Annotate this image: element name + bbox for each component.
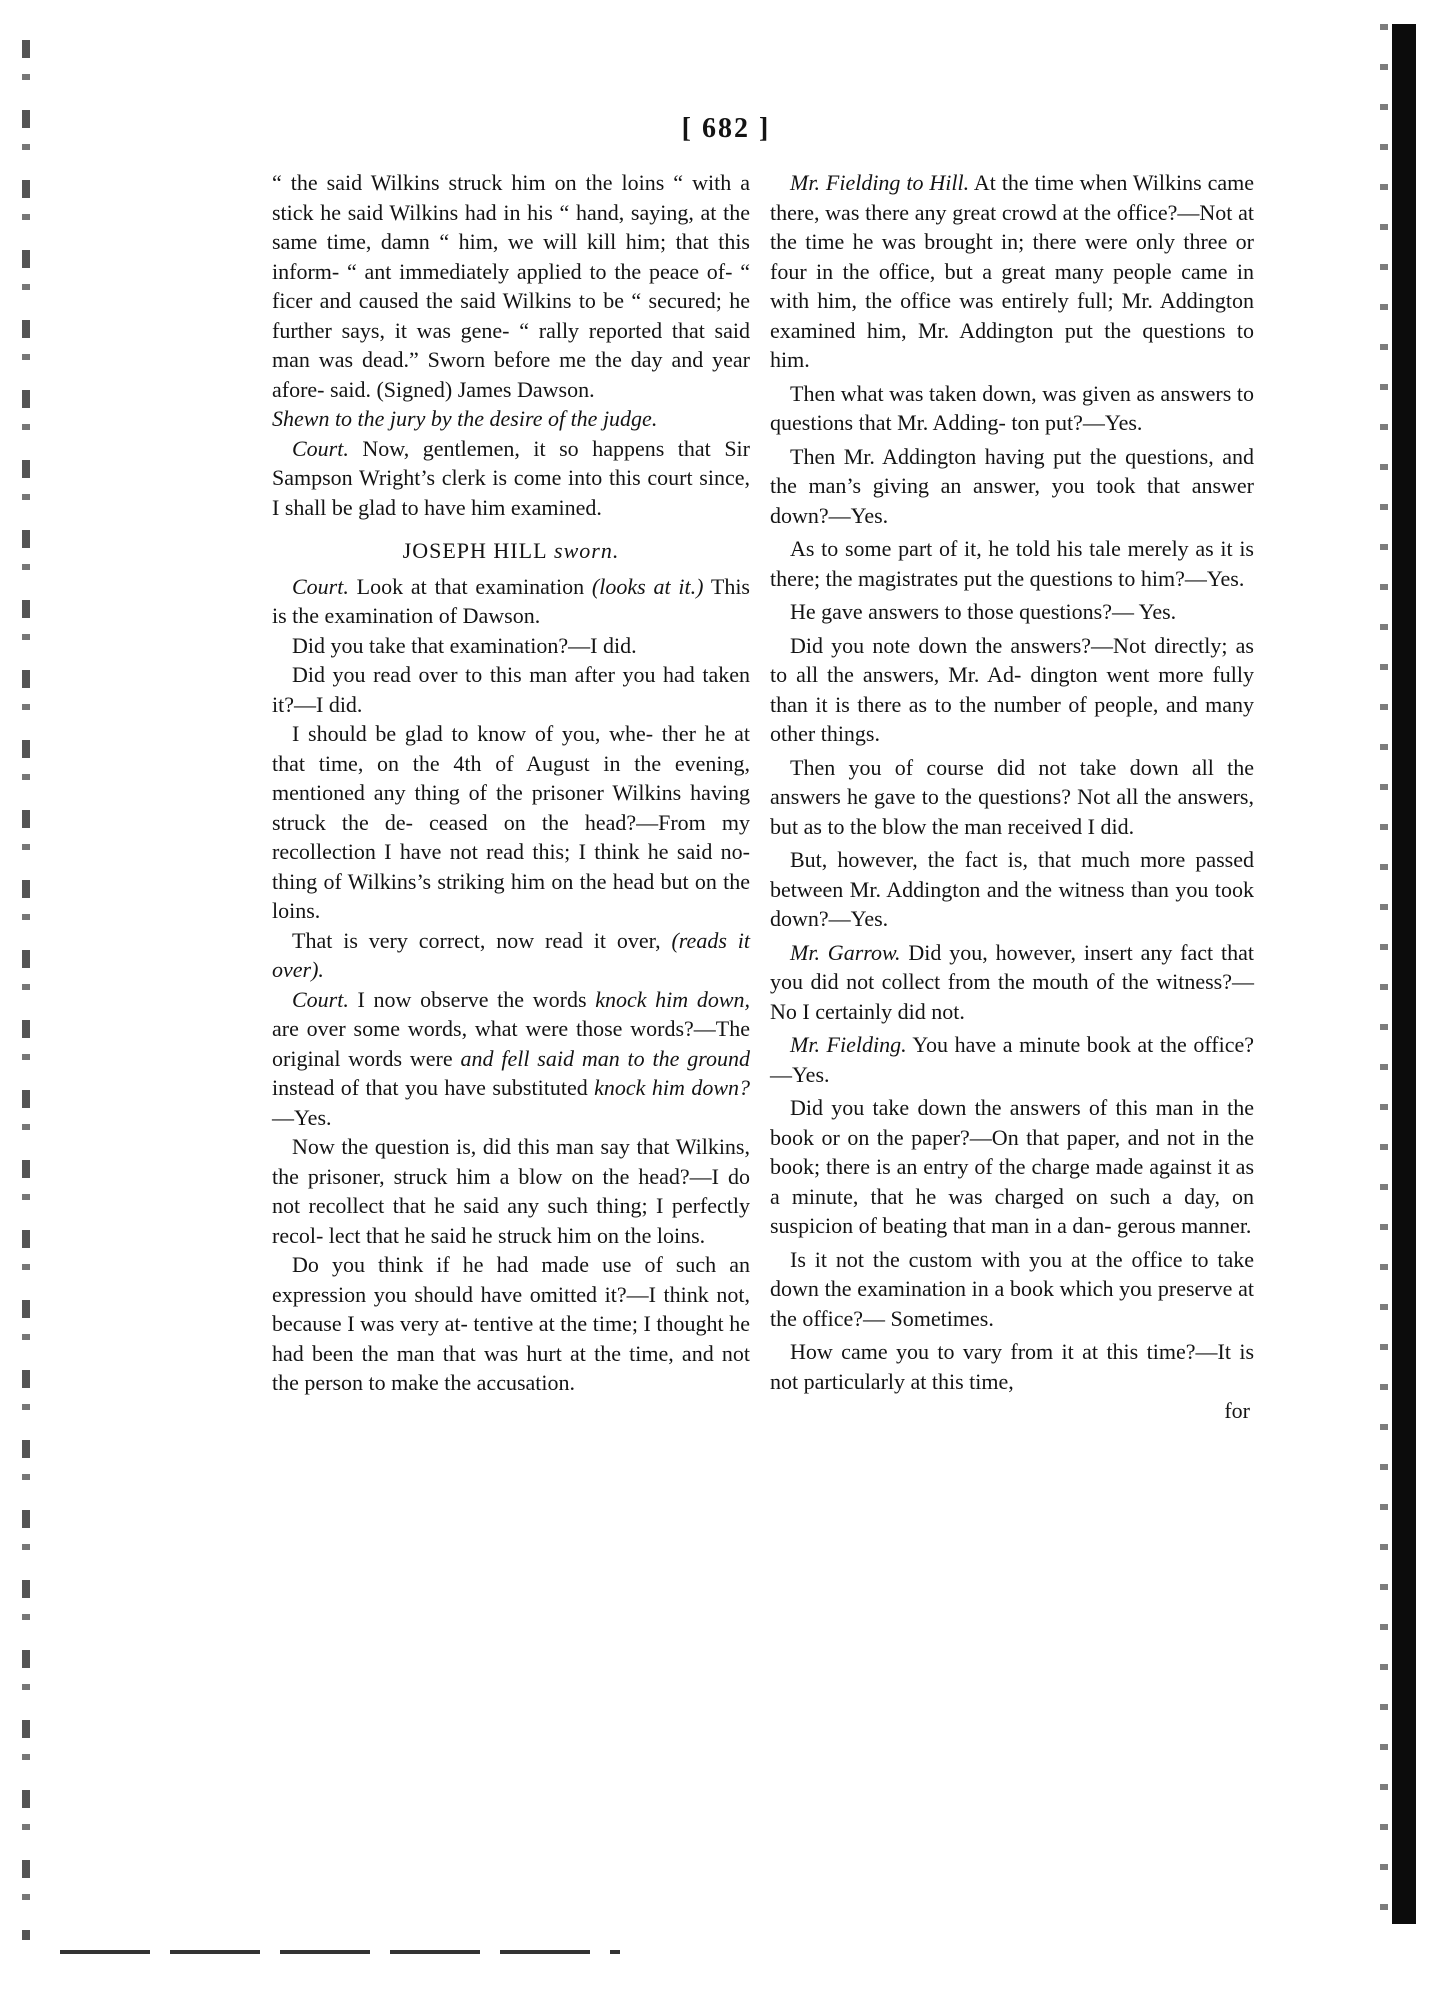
qa-line: Is it not the custom with you at the office to take down the examination in a book which you preserve at the office?— Sometimes. xyxy=(770,1246,1254,1331)
qa-line: But, however, the fact is, that much more passed between Mr. Addington and the witness than you took down?—Yes. xyxy=(770,847,1254,931)
left-scan-edge xyxy=(22,40,30,1940)
qa-line: Then what was taken down, was given as answers to questions that Mr. Adding- ton put?—Yes. xyxy=(770,380,1254,435)
qa-line: I should be glad to know of you, whe- ther he at that time, on the 4th of August in the evening, mentioned any thing of the prisoner Wilkins having struck the de- ceased on the head?—From my recollection I have not read this; I think he said no- thing of Wilkins’s striking him on the head but on the loins. xyxy=(272,721,750,923)
qa-line: Did you read over to this man after you had taken it?—I did. xyxy=(272,662,750,717)
qa-line: Did you take down the answers of this man in the book or on the paper?—On that paper, and not in the book; there is an entry of the charge made against it as a minute, that he was charged on such a day, on suspicion of beating that man in a dan- gerous manner. xyxy=(770,1095,1254,1238)
qa-line: He gave answers to those questions?— Yes. xyxy=(790,599,1177,624)
qa-line: Then you of course did not take down all the answers he gave to the questions? Not all the answers, but as to the blow the man received I did. xyxy=(770,754,1254,839)
left-column xyxy=(272,168,750,1398)
jury-note: Shewn to the jury by the desire of the judge. xyxy=(272,406,658,431)
qa-line: Do you think if he had made use of such an expression you should have omitted it?—I think not, because I was very at- tentive at the time; I thought he had been the man that was hurt at the time, and not the person to make the accusation. xyxy=(272,1252,750,1395)
catchword: for xyxy=(1224,1398,1250,1423)
court-question: Court. Look at that examination (looks at it.) This is the examination of Dawson. xyxy=(272,573,750,628)
page-number: [ 682 ] xyxy=(681,113,771,144)
fielding-question: Mr. Fielding to Hill. At the time when Wilkins came there, was there any great crowd at the office?—Not at the time he was brought in; there were only three or four in the office, but a great many people came in with him, the office was entirely full; Mr. Addington examined him, Mr. Addington put the questions to him. xyxy=(770,170,1254,372)
right-column xyxy=(770,168,1254,1426)
qa-line: Did you take that examination?—I did. xyxy=(292,632,637,658)
fielding-question: Mr. Fielding. You have a minute book at the office?—Yes. xyxy=(770,1032,1254,1087)
qa-line: That is very correct, now read it over, (reads it over). xyxy=(272,927,751,982)
right-scan-bar xyxy=(1392,24,1416,1924)
bottom-scan-edge xyxy=(60,1950,620,1954)
court-question: Court. I now observe the words knock him down, are over some words, what were those words?—The original words were and fell said man to the ground instead of that you have substituted knock him down?—Yes. xyxy=(272,986,751,1130)
court-remark: Court. Now, gentlemen, it so happens that Sir Sampson Wright’s clerk is come into this court since, I shall be glad to have him examined. xyxy=(272,435,750,520)
qa-line: Now the question is, did this man say that Wilkins, the prisoner, struck him a blow on the head?—I do not recollect that he said any such thing; I perfectly recol- lect that he said he struck him on the loins. xyxy=(272,1134,750,1248)
garrow-question: Mr. Garrow. Did you, however, insert any fact that you did not collect from the mouth of the witness?—No I certainly did not. xyxy=(770,939,1254,1024)
qa-line: As to some part of it, he told his tale merely as it is there; the magistrates put the questions to him?—Yes. xyxy=(770,536,1254,591)
quoted-deposition: “ the said Wilkins struck him on the loins “ with a stick he said Wilkins had in his “ hand, saying, at the same time, damn “ him, we will kill him; that this inform- “ ant immediately applied to the peace of- “ ficer and caused the said Wilkins to be “ secured; he further says, it was gene- “ rally reported that said man was dead.” Sworn before me the day and year afore- said. (Signed) James Dawson. xyxy=(272,170,750,402)
witness-heading: JOSEPH HILL sworn. xyxy=(402,538,620,563)
qa-line: Then Mr. Addington having put the questions, and the man’s giving an answer, you took that answer down?—Yes. xyxy=(770,443,1254,528)
qa-line: Did you note down the answers?—Not directly; as to all the answers, Mr. Ad- dington went more fully than it is there as to the number of people, and many other things. xyxy=(770,632,1254,746)
qa-line: How came you to vary from it at this time?—It is not particularly at this time, xyxy=(770,1339,1254,1394)
